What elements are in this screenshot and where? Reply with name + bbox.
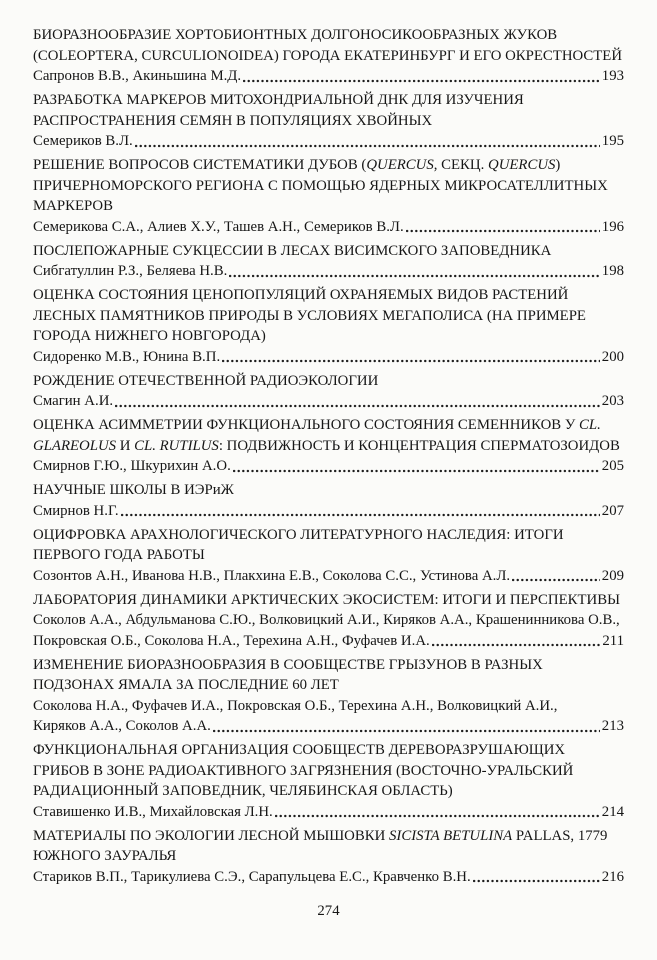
entry-title [33, 241, 624, 262]
toc-entry [33, 285, 624, 367]
title-segment: ЮЖНОГО ЗАУРАЛЬЯ [33, 848, 177, 864]
entry-authors-line [33, 716, 624, 737]
entry-title-line [33, 285, 624, 306]
title-segment: ЛЕСНЫХ ПАМЯТНИКОВ ПРИРОДЫ В УСЛОВИЯХ МЕГАПОЛИСА (НА ПРИМЕРЕ [33, 307, 586, 324]
toc-entry [33, 525, 624, 587]
title-segment-italic: CL. RUTILUS [134, 437, 219, 454]
title-segment: : ПОДВИЖНОСТЬ И КОНЦЕНТРАЦИЯ СПЕРМАТОЗОИДОВ [218, 437, 620, 454]
entry-title-line [33, 740, 624, 761]
entry-title [33, 285, 624, 347]
entry-title [33, 90, 624, 131]
title-segment-italic: GLAREOLUS [33, 437, 117, 454]
toc-entry [33, 241, 624, 282]
title-segment: (COLEOPTERA, CURCULIONOIDEA) ГОРОДА ЕКАТЕРИНБУРГ И ЕГО ОКРЕСТНОСТЕЙ [33, 47, 622, 64]
entry-title-line [33, 326, 624, 347]
entry-title-line [33, 415, 624, 436]
entry-page-number: 207 [601, 502, 624, 519]
entry-authors: Стариков В.П., Тарикулиева С.Э., Сарапульцева Е.С., Кравченко В.Н. [33, 868, 471, 885]
entry-title-line [33, 781, 624, 802]
entry-authors: Сидоренко М.В., Юнина В.П. [33, 348, 221, 365]
title-segment: МАРКЕРОВ [33, 198, 113, 214]
entry-page-number: 216 [601, 868, 624, 885]
title-segment-italic: QUERCUS [366, 157, 434, 173]
entry-title-line [33, 545, 624, 566]
dot-leader [135, 144, 600, 148]
entry-page-number: 200 [601, 348, 624, 365]
entry-page-number: 196 [601, 218, 624, 235]
title-segment: ОЦЕНКА АСИММЕТРИИ ФУНКЦИОНАЛЬНОГО СОСТОЯНИЯ СЕМЕННИКОВ У [33, 417, 580, 433]
toc-entry [33, 90, 624, 152]
entry-authors: Созонтов А.Н., Иванова Н.В., Плакхина Е.В., Соколова С.С., Устинова А.Л. [33, 567, 511, 584]
title-segment: ГОРОДА НИЖНЕГО НОВГОРОДА) [33, 328, 266, 344]
title-segment: ИЗМЕНЕНИЕ БИОРАЗНООБРАЗИЯ В СООБЩЕСТВЕ ГРЫЗУНОВ В РАЗНЫХ [33, 656, 543, 673]
toc-list [33, 25, 624, 887]
entry-title [33, 415, 624, 456]
entry-authors-line [33, 631, 624, 652]
entry-title-line [33, 306, 624, 327]
entry-title-line [33, 675, 624, 696]
entry-page-number: 195 [601, 133, 624, 149]
entry-page-number: 211 [602, 632, 624, 649]
entry-authors: Сибгатуллин Р.З., Беляева Н.В. [33, 263, 228, 279]
toc-entry [33, 740, 624, 822]
toc-entry [33, 155, 624, 237]
entry-page-number: 193 [601, 68, 624, 84]
entry-authors: Смагин А.И. [33, 393, 114, 409]
entry-authors: Семерикова С.А., Алиев Х.У., Ташев А.Н., Семериков В.Л. [33, 218, 404, 235]
entry-authors: Ставишенко И.В., Михайловская Л.Н. [33, 803, 273, 820]
entry-authors-line [33, 501, 624, 522]
title-segment: , СЕКЦ. [433, 157, 489, 173]
entry-page-number: 209 [601, 567, 624, 584]
toc-entry [33, 590, 624, 652]
title-segment-italic: SICISTA BETULINA [389, 827, 513, 844]
title-segment: ОЦЕНКА СОСТОЯНИЯ ЦЕНОПОПУЛЯЦИЙ ОХРАНЯЕМЫХ ВИДОВ РАСТЕНИЙ [33, 287, 569, 303]
entry-authors-line [33, 261, 624, 282]
title-segment-italic: QUERCUS [488, 157, 556, 173]
entry-title [33, 25, 624, 66]
entry-title-line [33, 196, 624, 217]
entry-page-number: 203 [601, 393, 624, 409]
entry-authors-line [33, 456, 624, 477]
title-segment: ПЕРВОГО ГОДА РАБОТЫ [33, 547, 205, 563]
dot-leader [233, 469, 600, 473]
entry-authors: Сапронов В.В., Акиньшина М.Д. [33, 68, 242, 84]
title-segment-italic: CL. [579, 417, 601, 433]
entry-authors: Смирнов Н.Г. [33, 502, 119, 519]
title-segment: РАСПРОСТРАНЕНИЯ СЕМЯН В ПОПУЛЯЦИЯХ ХВОЙНЫХ [33, 112, 433, 129]
toc-entry [33, 415, 624, 477]
entry-authors-line [33, 566, 624, 587]
entry-title-line [33, 25, 624, 46]
dot-leader [115, 404, 600, 408]
entry-authors: Соколова Н.А., Фуфачев И.А., Покровская О.Б., Терехина А.Н., Волковицкий А.И., [33, 697, 558, 714]
toc-entry [33, 25, 624, 87]
title-segment: РЕШЕНИЕ ВОПРОСОВ СИСТЕМАТИКИ ДУБОВ ( [33, 157, 367, 173]
entry-title-line [33, 436, 624, 457]
dot-leader [406, 229, 600, 233]
entry-title [33, 590, 624, 611]
page-number-footer: 274 [317, 903, 340, 919]
entry-title-line [33, 241, 624, 262]
entry-title-line [33, 155, 624, 176]
entry-authors-line [33, 867, 624, 888]
entry-title-line [33, 525, 624, 546]
entry-authors-line [33, 66, 624, 87]
entry-title [33, 655, 624, 696]
dot-leader [432, 643, 601, 647]
title-segment: ПОСЛЕПОЖАРНЫЕ СУКЦЕССИИ В ЛЕСАХ ВИСИМСКОГО ЗАПОВЕДНИКА [33, 242, 552, 259]
entry-title [33, 371, 624, 392]
entry-page-number: 205 [601, 458, 624, 474]
entry-authors-line [33, 391, 624, 412]
title-segment: И [116, 437, 135, 454]
entry-title-line [33, 90, 624, 111]
entry-title-line [33, 826, 624, 847]
entry-title-line [33, 371, 624, 392]
toc-entry [33, 826, 624, 888]
entry-title-line [33, 480, 624, 501]
title-segment: PALLAS, 1779 [512, 827, 608, 844]
entry-title [33, 740, 624, 802]
entry-title-line [33, 590, 624, 611]
title-segment: НАУЧНЫЕ ШКОЛЫ В ИЭРиЖ [33, 482, 234, 498]
dot-leader [229, 274, 599, 278]
title-segment: ФУНКЦИОНАЛЬНАЯ ОРГАНИЗАЦИЯ СООБЩЕСТВ ДЕРЕВОРАЗРУШАЮЩИХ [33, 742, 566, 758]
entry-authors-line [33, 131, 624, 152]
title-segment: ) [555, 157, 561, 173]
entry-authors: Киряков А.А., Соколов А.А. [33, 718, 211, 734]
title-segment: ОЦИФРОВКА АРАХНОЛОГИЧЕСКОГО ЛИТЕРАТУРНОГО НАСЛЕДИЯ: ИТОГИ [33, 526, 564, 543]
toc-entry [33, 655, 624, 737]
dot-leader [512, 578, 600, 582]
entry-authors-line [33, 802, 624, 823]
entry-title-line [33, 46, 624, 67]
title-segment: РОЖДЕНИЕ ОТЕЧЕСТВЕННОЙ РАДИОЭКОЛОГИИ [33, 372, 379, 389]
title-segment: РАЗРАБОТКА МАРКЕРОВ МИТОХОНДРИАЛЬНОЙ ДНК ДЛЯ ИЗУЧЕНИЯ [33, 92, 524, 108]
entry-title [33, 155, 624, 217]
entry-title-line [33, 655, 624, 676]
entry-title-line [33, 761, 624, 782]
title-segment: МАТЕРИАЛЫ ПО ЭКОЛОГИИ ЛЕСНОЙ МЫШОВКИ [33, 827, 389, 844]
entry-authors-line [33, 610, 624, 631]
entry-title [33, 826, 624, 867]
entry-title-line [33, 111, 624, 132]
entry-page-number: 214 [601, 803, 624, 820]
dot-leader [121, 513, 600, 517]
entry-page-number: 213 [601, 718, 624, 734]
dot-leader [275, 814, 600, 818]
entry-authors-line [33, 217, 624, 238]
toc-entry [33, 480, 624, 521]
entry-authors-line [33, 347, 624, 368]
title-segment: ПРИЧЕРНОМОРСКОГО РЕГИОНА С ПОМОЩЬЮ ЯДЕРНЫХ МИКРОСАТЕЛЛИТНЫХ [33, 177, 608, 194]
title-segment: РАДИАЦИОННЫЙ ЗАПОВЕДНИК, ЧЕЛЯБИНСКАЯ ОБЛАСТЬ) [33, 783, 453, 799]
entry-authors: Покровская О.Б., Соколова Н.А., Терехина А.Н., Фуфачев И.А. [33, 632, 430, 649]
title-segment: ГРИБОВ В ЗОНЕ РАДИОАКТИВНОГО ЗАГРЯЗНЕНИЯ (ВОСТОЧНО-УРАЛЬСКИЙ [33, 762, 574, 779]
entry-authors: Семериков В.Л. [33, 133, 133, 149]
title-segment: ПОДЗОНАХ ЯМАЛА ЗА ПОСЛЕДНИЕ 60 ЛЕТ [33, 677, 339, 693]
entry-title [33, 525, 624, 566]
entry-title-line [33, 846, 624, 867]
entry-authors: Смирнов Г.Ю., Шкурихин А.О. [33, 458, 231, 474]
dot-leader [243, 79, 600, 83]
title-segment: БИОРАЗНООБРАЗИЕ ХОРТОБИОНТНЫХ ДОЛГОНОСИКООБРАЗНЫХ ЖУКОВ [33, 27, 558, 43]
entry-title [33, 480, 624, 501]
entry-authors: Соколов А.А., Абдульманова С.Ю., Волковицкий А.И., Киряков А.А., Крашенинникова О.В., [33, 612, 620, 628]
dot-leader [213, 729, 600, 733]
dot-leader [473, 879, 600, 883]
entry-page-number: 198 [601, 263, 624, 279]
title-segment: ЛАБОРАТОРИЯ ДИНАМИКИ АРКТИЧЕСКИХ ЭКОСИСТЕМ: ИТОГИ И ПЕРСПЕКТИВЫ [33, 591, 620, 608]
toc-entry [33, 371, 624, 412]
entry-authors-line [33, 696, 624, 717]
entry-title-line [33, 176, 624, 197]
dot-leader [222, 359, 600, 363]
